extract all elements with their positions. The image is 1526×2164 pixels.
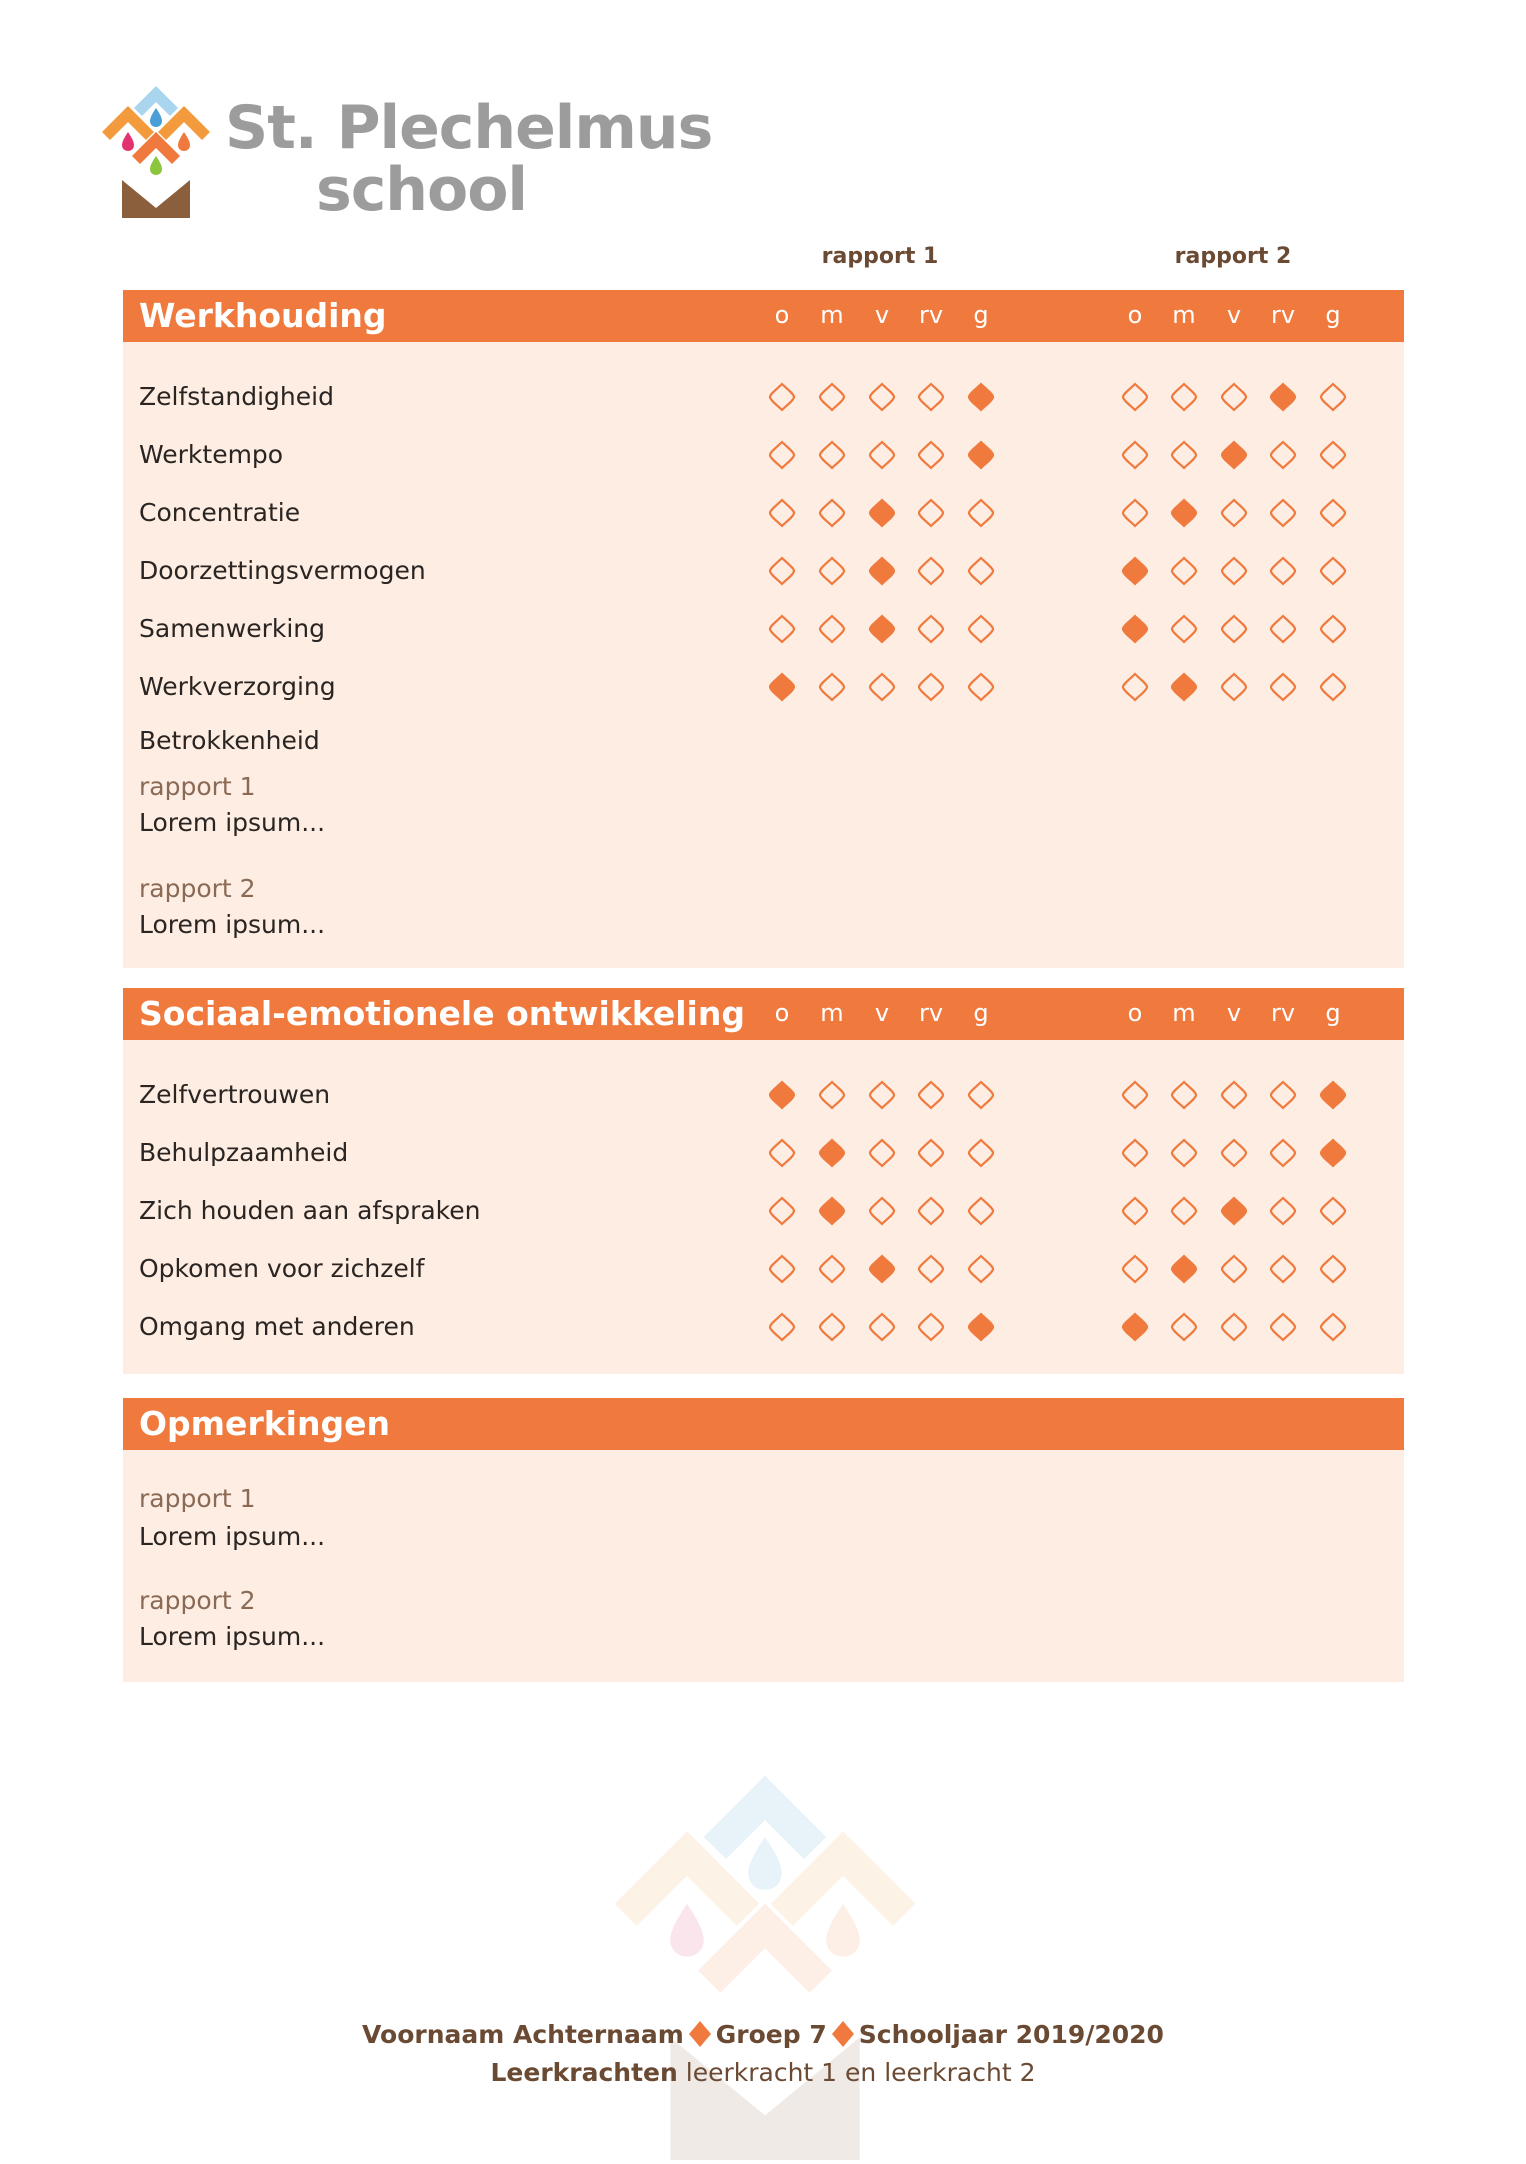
werkhouding-row-label: Samenwerking [139, 614, 326, 643]
empty-rating-drop-icon-rapport-2-g [1318, 672, 1348, 702]
orange-drop-icon [831, 2020, 855, 2048]
empty-rating-drop-icon-rapport-1-m [817, 382, 847, 412]
empty-rating-drop-icon-rapport-1-rv [916, 1138, 946, 1168]
empty-rating-drop-icon-rapport-1-rv [916, 1254, 946, 1284]
empty-rating-drop-icon-rapport-2-v [1219, 1080, 1249, 1110]
betrokkenheid-label: Betrokkenheid [139, 726, 320, 755]
empty-rating-drop-icon-rapport-1-o [767, 556, 797, 586]
filled-rating-drop-icon-rapport-2-v [1219, 440, 1249, 470]
empty-rating-drop-icon-rapport-1-m [817, 672, 847, 702]
opmerkingen-title: Opmerkingen [139, 1404, 390, 1443]
filled-rating-drop-icon-rapport-2-v [1219, 1196, 1249, 1226]
footer-student-name: Voornaam Achternaam [362, 2020, 684, 2049]
sociaal-rapport-1-col-m: m [820, 999, 844, 1027]
empty-rating-drop-icon-rapport-2-m [1169, 614, 1199, 644]
sociaal-rapport-2-col-o: o [1127, 999, 1143, 1027]
empty-rating-drop-icon-rapport-2-o [1120, 440, 1150, 470]
empty-rating-drop-icon-rapport-1-g [966, 1254, 996, 1284]
empty-rating-drop-icon-rapport-2-g [1318, 614, 1348, 644]
empty-rating-drop-icon-rapport-1-rv [916, 1080, 946, 1110]
empty-rating-drop-icon-rapport-2-g [1318, 440, 1348, 470]
empty-rating-drop-icon-rapport-2-g [1318, 1196, 1348, 1226]
filled-rating-drop-icon-rapport-1-g [966, 440, 996, 470]
werkhouding-row [123, 658, 1404, 716]
empty-rating-drop-icon-rapport-2-v [1219, 1138, 1249, 1168]
sociaal-rapport-1-col-o: o [774, 999, 790, 1027]
sociaal-rapport-1-col-g: g [973, 999, 989, 1027]
empty-rating-drop-icon-rapport-2-v [1219, 498, 1249, 528]
empty-rating-drop-icon-rapport-2-rv [1268, 1138, 1298, 1168]
empty-rating-drop-icon-rapport-1-rv [916, 1196, 946, 1226]
werkhouding-row [123, 368, 1404, 426]
school-logo-mark [100, 84, 212, 224]
footer-teachers: leerkracht 1 en leerkracht 2 [685, 2058, 1036, 2087]
betrokkenheid-rapport-2-text: Lorem ipsum... [139, 910, 326, 939]
filled-rating-drop-icon-rapport-2-o [1120, 1312, 1150, 1342]
empty-rating-drop-icon-rapport-2-rv [1268, 1254, 1298, 1284]
werkhouding-row-label: Werkverzorging [139, 672, 336, 701]
sociaal-header-bar [123, 988, 1404, 1040]
empty-rating-drop-icon-rapport-2-o [1120, 1080, 1150, 1110]
empty-rating-drop-icon-rapport-2-m [1169, 1080, 1199, 1110]
sociaal-rapport-2-col-g: g [1325, 999, 1341, 1027]
empty-rating-drop-icon-rapport-1-m [817, 1254, 847, 1284]
filled-rating-drop-icon-rapport-1-o [767, 672, 797, 702]
filled-rating-drop-icon-rapport-2-m [1169, 1254, 1199, 1284]
opmerkingen-section [123, 1398, 1404, 1682]
footer-teachers-line [0, 2058, 1526, 2087]
opmerkingen-rapport-2-text: Lorem ipsum... [139, 1622, 326, 1651]
betrokkenheid-rapport-1-text: Lorem ipsum... [139, 808, 326, 837]
filled-rating-drop-icon-rapport-2-m [1169, 672, 1199, 702]
empty-rating-drop-icon-rapport-1-m [817, 498, 847, 528]
empty-rating-drop-icon-rapport-2-v [1219, 382, 1249, 412]
empty-rating-drop-icon-rapport-1-o [767, 498, 797, 528]
empty-rating-drop-icon-rapport-1-m [817, 614, 847, 644]
empty-rating-drop-icon-rapport-1-g [966, 672, 996, 702]
empty-rating-drop-icon-rapport-1-v [867, 672, 897, 702]
betrokkenheid-rapport-2-label: rapport 2 [139, 874, 256, 903]
opmerkingen-rapport-1-text: Lorem ipsum... [139, 1522, 326, 1551]
footer-student-line [0, 2020, 1526, 2049]
empty-rating-drop-icon-rapport-2-v [1219, 1312, 1249, 1342]
empty-rating-drop-icon-rapport-2-m [1169, 440, 1199, 470]
empty-rating-drop-icon-rapport-2-o [1120, 1196, 1150, 1226]
empty-rating-drop-icon-rapport-2-m [1169, 1312, 1199, 1342]
filled-rating-drop-icon-rapport-2-g [1318, 1080, 1348, 1110]
empty-rating-drop-icon-rapport-2-rv [1268, 1080, 1298, 1110]
empty-rating-drop-icon-rapport-2-m [1169, 382, 1199, 412]
sociaal-title: Sociaal-emotionele ontwikkeling [139, 994, 745, 1033]
werkhouding-title: Werkhouding [139, 296, 387, 335]
empty-rating-drop-icon-rapport-1-rv [916, 440, 946, 470]
empty-rating-drop-icon-rapport-2-rv [1268, 556, 1298, 586]
werkhouding-rapport-1-col-v: v [874, 301, 890, 329]
werkhouding-row-label: Doorzettingsvermogen [139, 556, 426, 585]
opmerkingen-rapport-1-label: rapport 1 [139, 1484, 256, 1513]
orange-drop-icon [688, 2020, 712, 2048]
filled-rating-drop-icon-rapport-1-v [867, 556, 897, 586]
werkhouding-rapport-2-col-o: o [1127, 301, 1143, 329]
werkhouding-row [123, 426, 1404, 484]
sociaal-row [123, 1298, 1404, 1356]
empty-rating-drop-icon-rapport-2-o [1120, 498, 1150, 528]
empty-rating-drop-icon-rapport-1-g [966, 1080, 996, 1110]
school-logo-text [225, 93, 713, 225]
opmerkingen-header-bar [123, 1398, 1404, 1450]
filled-rating-drop-icon-rapport-2-o [1120, 614, 1150, 644]
footer-group: Groep 7 [715, 2020, 827, 2049]
rapport-2-heading: rapport 2 [1174, 244, 1292, 269]
empty-rating-drop-icon-rapport-1-o [767, 1254, 797, 1284]
filled-rating-drop-icon-rapport-2-rv [1268, 382, 1298, 412]
werkhouding-row [123, 484, 1404, 542]
empty-rating-drop-icon-rapport-2-m [1169, 556, 1199, 586]
empty-rating-drop-icon-rapport-2-rv [1268, 672, 1298, 702]
rapport-1-heading: rapport 1 [821, 244, 939, 269]
werkhouding-row-label: Zelfstandigheid [139, 382, 334, 411]
filled-rating-drop-icon-rapport-1-m [817, 1138, 847, 1168]
empty-rating-drop-icon-rapport-2-o [1120, 382, 1150, 412]
empty-rating-drop-icon-rapport-1-g [966, 1138, 996, 1168]
werkhouding-rapport-2-col-rv: rv [1270, 301, 1296, 329]
empty-rating-drop-icon-rapport-1-o [767, 382, 797, 412]
footer-teachers-label: Leerkrachten [490, 2058, 678, 2087]
empty-rating-drop-icon-rapport-2-rv [1268, 440, 1298, 470]
footer-school-year: Schooljaar 2019/2020 [858, 2020, 1164, 2049]
empty-rating-drop-icon-rapport-2-g [1318, 556, 1348, 586]
empty-rating-drop-icon-rapport-1-g [966, 614, 996, 644]
empty-rating-drop-icon-rapport-2-rv [1268, 614, 1298, 644]
empty-rating-drop-icon-rapport-1-rv [916, 382, 946, 412]
empty-rating-drop-icon-rapport-1-rv [916, 672, 946, 702]
empty-rating-drop-icon-rapport-1-o [767, 440, 797, 470]
empty-rating-drop-icon-rapport-1-o [767, 1312, 797, 1342]
empty-rating-drop-icon-rapport-2-v [1219, 614, 1249, 644]
empty-rating-drop-icon-rapport-2-o [1120, 672, 1150, 702]
sociaal-row-label: Omgang met anderen [139, 1312, 415, 1341]
werkhouding-rapport-1-col-g: g [973, 301, 989, 329]
sociaal-rapport-2-col-v: v [1226, 999, 1242, 1027]
empty-rating-drop-icon-rapport-1-o [767, 1196, 797, 1226]
empty-rating-drop-icon-rapport-2-o [1120, 1254, 1150, 1284]
empty-rating-drop-icon-rapport-1-m [817, 556, 847, 586]
empty-rating-drop-icon-rapport-1-m [817, 1312, 847, 1342]
empty-rating-drop-icon-rapport-2-v [1219, 1254, 1249, 1284]
empty-rating-drop-icon-rapport-1-rv [916, 614, 946, 644]
empty-rating-drop-icon-rapport-2-v [1219, 556, 1249, 586]
sociaal-rapport-1-col-v: v [874, 999, 890, 1027]
filled-rating-drop-icon-rapport-2-o [1120, 556, 1150, 586]
betrokkenheid-rapport-1-label: rapport 1 [139, 772, 256, 801]
logo-line-1: St. Plechelmus [225, 93, 713, 163]
empty-rating-drop-icon-rapport-2-v [1219, 672, 1249, 702]
empty-rating-drop-icon-rapport-1-rv [916, 556, 946, 586]
empty-rating-drop-icon-rapport-1-v [867, 1080, 897, 1110]
empty-rating-drop-icon-rapport-1-o [767, 1138, 797, 1168]
werkhouding-rapport-1-col-rv: rv [918, 301, 944, 329]
sociaal-row [123, 1182, 1404, 1240]
empty-rating-drop-icon-rapport-2-o [1120, 1138, 1150, 1168]
sociaal-rapport-2-col-rv: rv [1270, 999, 1296, 1027]
werkhouding-row-label: Concentratie [139, 498, 301, 527]
filled-rating-drop-icon-rapport-1-m [817, 1196, 847, 1226]
empty-rating-drop-icon-rapport-1-v [867, 1312, 897, 1342]
werkhouding-row-label: Werktempo [139, 440, 284, 469]
werkhouding-rapport-1-col-m: m [820, 301, 844, 329]
empty-rating-drop-icon-rapport-1-v [867, 1138, 897, 1168]
sociaal-rapport-2-col-m: m [1172, 999, 1196, 1027]
logo-line-2: school [316, 155, 528, 225]
empty-rating-drop-icon-rapport-1-rv [916, 498, 946, 528]
werkhouding-row [123, 600, 1404, 658]
empty-rating-drop-icon-rapport-2-m [1169, 1138, 1199, 1168]
empty-rating-drop-icon-rapport-2-g [1318, 1312, 1348, 1342]
filled-rating-drop-icon-rapport-1-g [966, 1312, 996, 1342]
filled-rating-drop-icon-rapport-1-v [867, 498, 897, 528]
filled-rating-drop-icon-rapport-1-o [767, 1080, 797, 1110]
sociaal-row [123, 1066, 1404, 1124]
werkhouding-rapport-2-col-v: v [1226, 301, 1242, 329]
empty-rating-drop-icon-rapport-2-g [1318, 382, 1348, 412]
empty-rating-drop-icon-rapport-2-m [1169, 1196, 1199, 1226]
empty-rating-drop-icon-rapport-1-v [867, 440, 897, 470]
empty-rating-drop-icon-rapport-1-g [966, 556, 996, 586]
empty-rating-drop-icon-rapport-2-g [1318, 498, 1348, 528]
werkhouding-rapport-1-col-o: o [774, 301, 790, 329]
empty-rating-drop-icon-rapport-2-rv [1268, 1312, 1298, 1342]
werkhouding-header-bar [123, 290, 1404, 342]
empty-rating-drop-icon-rapport-1-v [867, 1196, 897, 1226]
empty-rating-drop-icon-rapport-2-g [1318, 1254, 1348, 1284]
empty-rating-drop-icon-rapport-1-o [767, 614, 797, 644]
logo-watermark [600, 1770, 930, 2160]
filled-rating-drop-icon-rapport-1-v [867, 1254, 897, 1284]
filled-rating-drop-icon-rapport-2-g [1318, 1138, 1348, 1168]
empty-rating-drop-icon-rapport-1-g [966, 1196, 996, 1226]
sociaal-row [123, 1124, 1404, 1182]
werkhouding-section [123, 290, 1404, 968]
empty-rating-drop-icon-rapport-1-m [817, 440, 847, 470]
empty-rating-drop-icon-rapport-1-v [867, 382, 897, 412]
werkhouding-rapport-2-col-g: g [1325, 301, 1341, 329]
empty-rating-drop-icon-rapport-2-rv [1268, 1196, 1298, 1226]
filled-rating-drop-icon-rapport-1-g [966, 382, 996, 412]
sociaal-row [123, 1240, 1404, 1298]
sociaal-row-label: Zich houden aan afspraken [139, 1196, 481, 1225]
sociaal-row-label: Opkomen voor zichzelf [139, 1254, 425, 1283]
opmerkingen-rapport-2-label: rapport 2 [139, 1586, 256, 1615]
werkhouding-row [123, 542, 1404, 600]
sociaal-row-label: Behulpzaamheid [139, 1138, 349, 1167]
sociaal-emotioneel-section [123, 988, 1404, 1374]
sociaal-row-label: Zelfvertrouwen [139, 1080, 331, 1109]
werkhouding-rapport-2-col-m: m [1172, 301, 1196, 329]
empty-rating-drop-icon-rapport-2-rv [1268, 498, 1298, 528]
sociaal-rapport-1-col-rv: rv [918, 999, 944, 1027]
empty-rating-drop-icon-rapport-1-rv [916, 1312, 946, 1342]
empty-rating-drop-icon-rapport-1-m [817, 1080, 847, 1110]
empty-rating-drop-icon-rapport-1-g [966, 498, 996, 528]
filled-rating-drop-icon-rapport-1-v [867, 614, 897, 644]
filled-rating-drop-icon-rapport-2-m [1169, 498, 1199, 528]
